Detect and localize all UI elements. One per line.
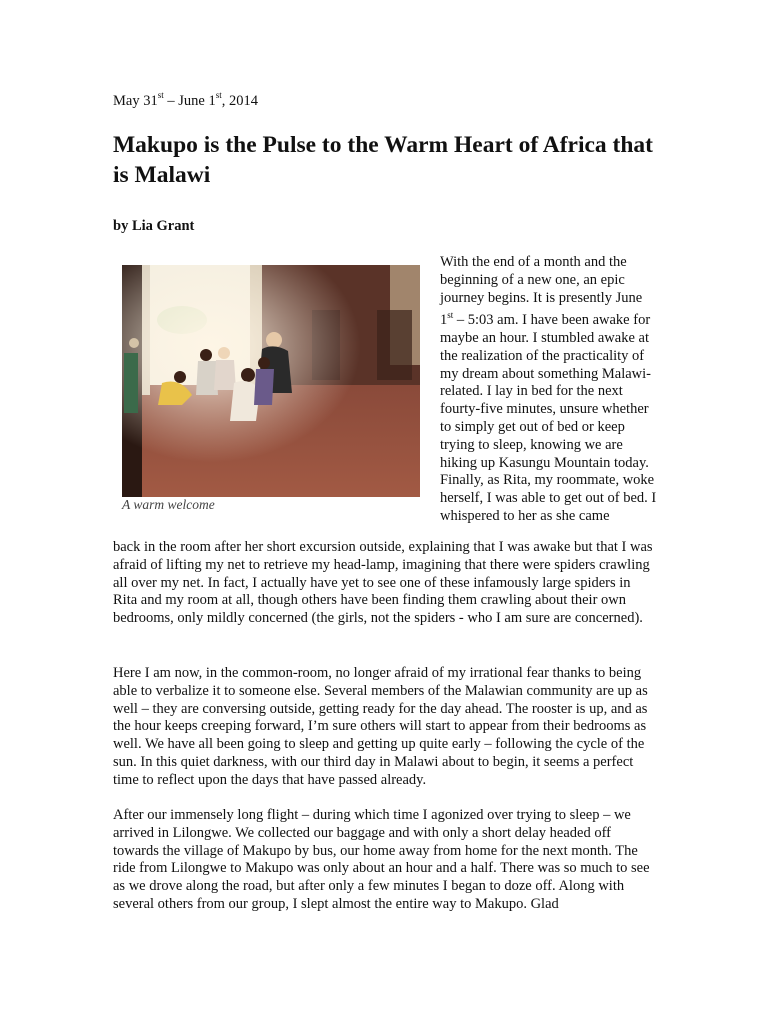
article-title: Makupo is the Pulse to the Warm Heart of Africa that is Malawi	[113, 132, 654, 188]
byline: by Lia Grant	[113, 218, 195, 234]
p1-top-after: – 5:03 am. I have been awake for maybe an hour. I stumbled awake at the realization of the practicality of my dream about something Malawi-related. I lay in bed for the next fourty-five minutes, unsure whether to simply get out of bed or keep trying to sleep, knowing we are hiking up Kasungu Mountain today. Finally, as Rita, my roommate, woke herself, I was able to get out of bed. I whispered to her as she came	[440, 312, 657, 524]
paragraph-2: Here I am now, in the common-room, no longer afraid of my irrational fear thanks to being able to verbalize it to someone else. Several members of the Malawian community are up as well – they are conversing outside, getting ready for the day ahead. The rooster is up, and as the hour keeps creeping forward, I’m sure others will start to appear from their bedrooms as well. We have all been going to sleep and getting up quite early – following the cycle of the sun. In this quiet darkness, with our third day in Malawi about to begin, it seems a perfect time to reflect upon the days that have passed already.	[113, 665, 648, 788]
date-end: , 2014	[221, 93, 258, 109]
photo-illustration	[122, 265, 420, 497]
p1-top-before: With the end of a month and the beginning of a new one, an epic journey begins. It is presently June 1	[440, 254, 643, 329]
p1-top-sup: st	[447, 310, 454, 321]
article-date	[113, 90, 258, 110]
date-mid-sup: st	[215, 90, 222, 100]
paragraph-1-top	[440, 254, 658, 526]
date-start: May 31	[113, 93, 158, 109]
paragraph-1-bottom: back in the room after her short excursion outside, explaining that I was awake but that I was afraid of lifting my net to retrieve my head-lamp, imagining that there were spiders crawling all over my net. In fact, I actually have yet to see one of these infamously large spiders in Rita and my room at all, though others have been finding them crawling about their own bedrooms, only mildly concerned (the girls, not the spiders - who I am sure are concerned).	[113, 539, 653, 627]
photo-caption: A warm welcome	[122, 497, 215, 512]
date-mid: – June 1	[163, 93, 216, 109]
article-photo	[122, 265, 420, 497]
paragraph-3: After our immensely long flight – during which time I agonized over trying to sleep – we arrived in Lilongwe. We collected our baggage and with only a short delay headed off towards the village of Makupo by bus, our home away from home for the next month. The ride from Lilongwe to Makupo was only about an hour and a half. There was so much to see as we drove along the road, but after only a few minutes I began to doze off. Along with several others from our group, I slept almost the entire way to Makupo. Glad	[113, 807, 650, 912]
date-start-sup: st	[157, 90, 164, 100]
